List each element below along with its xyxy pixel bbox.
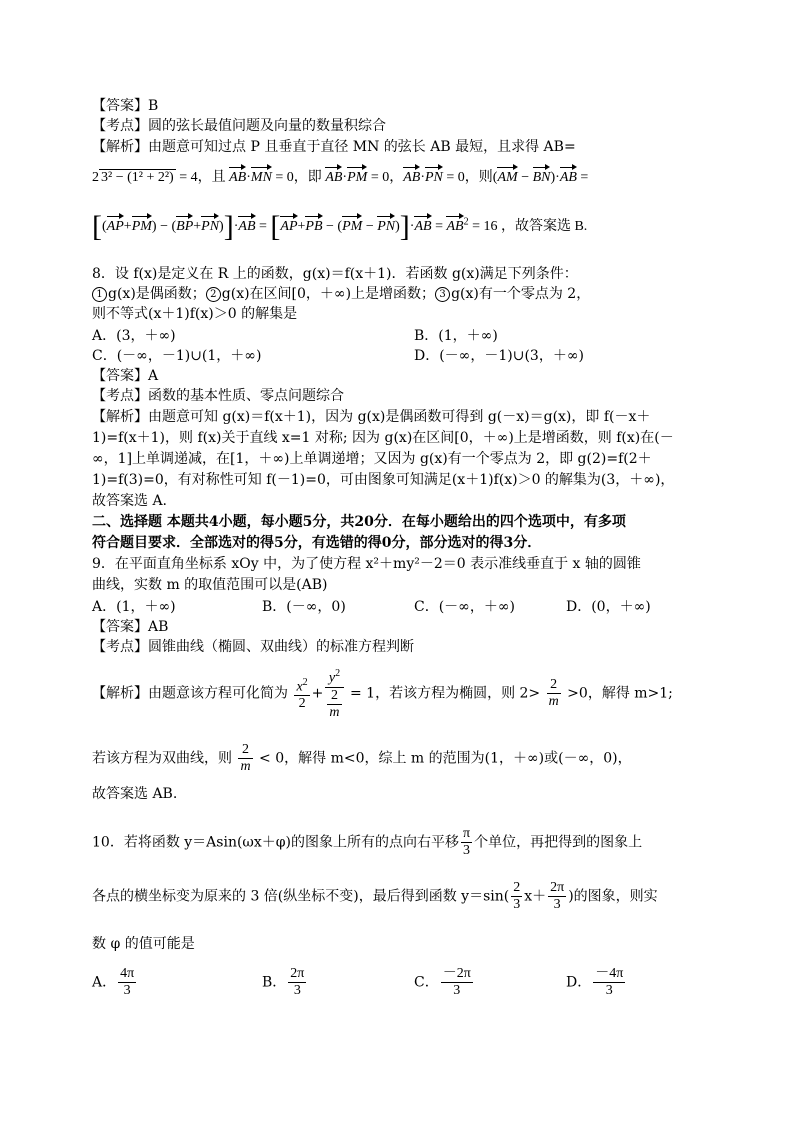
fraction-pi-over-3: $\frac{\pi}{3}$ (463, 826, 471, 858)
fraction-2pi-over-3: $\frac{2\pi}{3}$ (550, 880, 565, 912)
q9-option-d: D．(0，＋∞) (566, 599, 651, 615)
q10-option-d: D． $\frac{-4\pi}{3}$ (566, 966, 624, 998)
q8-analysis-line1: 【解析】由题意可知 g(x)＝f(x＋1)，因为 g(x)是偶函数可得到 g(－x)＝g(x)，即 f(－x＋ (92, 409, 651, 425)
q7-analysis-line2: 2 3² − (1² + 2²) = 4，且 AB·MN = 0，即 AB·PM = 0，AB·PN = 0，则(AM − BN)·AB = (92, 170, 589, 185)
q8-answer: 【答案】A (92, 368, 159, 384)
q10-stem-line3: 数 φ 的值可能是 (92, 936, 195, 952)
q10-option-c: C． $\frac{-2\pi}{3}$ (414, 966, 471, 998)
circled-2-icon: 2 (206, 287, 221, 302)
q9-stem-line1: 9．在平面直角坐标系 xOy 中，为了使方程 x²＋my²－2＝0 表示准线垂直于 x 轴的圆锥 (92, 556, 641, 572)
q10-stem-line2: 各点的横坐标变为原来的 3 倍(纵坐标不变)，最后得到函数 y＝sin( $\frac{2}{3}$ x＋ $\frac{2\pi}{3}$ )的图象，则实 (92, 880, 658, 912)
q8-stem-line3: 则不等式(x＋1)f(x)＞0 的解集是 (92, 306, 298, 322)
q8-analysis-line5: 故答案选 A. (92, 493, 168, 509)
q8-analysis-line3: ∞，1]上单调递减，在[1，＋∞)上单调递增；又因为 g(x)有一个零点为 2，即 g(2)=f(2＋ (92, 451, 652, 467)
fraction-2-over-m: $\frac{2}{m}$ (548, 676, 559, 709)
fraction-x2-over-2: $\frac{x^2}{2}$ (296, 676, 308, 712)
circled-1-icon: 1 (92, 287, 107, 302)
q9-topic: 【考点】圆锥曲线（椭圆、双曲线）的标准方程判断 (92, 639, 414, 655)
q8-option-d: D．(－∞，－1)∪(3，＋∞) (414, 348, 584, 364)
q9-option-c: C．(－∞，＋∞) (414, 599, 515, 615)
q8-stem-line1: 8．设 f(x)是定义在 R 上的函数，g(x)＝f(x＋1)．若函数 g(x)满足下列条件： (92, 266, 578, 282)
q8-topic: 【考点】函数的基本性质、零点问题综合 (92, 388, 344, 404)
section2-heading-line1: 二、选择题 本题共4小题，每小题5分，共20分．在每小题给出的四个选项中，有多项 (92, 514, 626, 530)
q8-conditions: 1 g(x)是偶函数； 2 g(x)在区间[0，＋∞)上是增函数； 3 g(x)有一个零点为 2， (92, 284, 702, 304)
q8-analysis-line2: 1)=f(x＋1)，则 f(x)关于直线 x=1 对称; 因为 g(x)在区间[0，＋∞)上是增函数，则 f(x)在(－ (92, 430, 674, 446)
q7-answer: 【答案】B (92, 98, 159, 114)
q9-option-a: A．(1，＋∞) (92, 599, 176, 615)
q8-analysis-line4: 1)=f(3)=0，有对称性可知 f(－1)=0，可由图象可知满足(x＋1)f(x)＞0 的解集为(3，＋∞)， (92, 472, 675, 488)
q9-analysis-line2: 若该方程为双曲线，则 $\frac{2}{m}$ < 0，解得 m<0，综上 m 的范围为(1，＋∞)或(－∞，0)， (92, 742, 632, 774)
q7-radical: 3² − (1² + 2²) (101, 170, 174, 185)
q10-option-b: B． $\frac{2\pi}{3}$ (262, 966, 305, 998)
q9-analysis-line1: 【解析】由题意该方程可化简为 $\frac{x^2}{2}$ + $\frac{y^2}{\frac{2}{m}}$ = 1，若该方程为椭圆，则 2> $\frac{2}{m}$ >0，解得 m>1; (92, 668, 673, 720)
fraction-y2-over-2m: $\frac{y^2}{\frac{2}{m}}$ (325, 666, 343, 721)
q8-option-b: B．(1，＋∞) (414, 328, 498, 344)
fraction-2-over-m-2: $\frac{2}{m}$ (240, 742, 251, 774)
q7-analysis-line3: $[(AP+PM) - (BP+PN)]\cdot AB = [AP+PB - (PM - PN)]\cdot AB = AB^2 = 16$ ，故答案选 B. (92, 210, 588, 243)
circled-3-icon: 3 (435, 287, 450, 302)
q8-option-a: A．(3，＋∞) (92, 328, 176, 344)
q7-topic: 【考点】圆的弦长最值问题及向量的数量积综合 (92, 118, 386, 134)
q8-option-c: C．(－∞，－1)∪(1，＋∞) (92, 348, 262, 364)
section2-heading-line2: 符合题目要求．全部选对的得5分，有选错的得0分，部分选对的得3分． (92, 535, 542, 551)
q10-stem-line1: 10．若将函数 y＝Asin(ωx＋φ)的图象上所有的点向右平移 $\frac{\pi}{3}$ 个单位，再把得到的图象上 (92, 826, 643, 858)
fraction-2-over-3: $\frac{2}{3}$ (513, 880, 521, 912)
q9-option-b: B．(－∞，0) (262, 599, 346, 615)
q10-option-a: A． $\frac{4\pi}{3}$ (92, 966, 135, 998)
q9-answer: 【答案】AB (92, 619, 169, 635)
q9-analysis-line3: 故答案选 AB. (92, 786, 178, 802)
q9-stem-line2: 曲线，实数 m 的取值范围可以是(AB) (92, 577, 328, 593)
q7-analysis-line1: 【解析】由题意可知过点 P 且垂直于直径 MN 的弦长 AB 最短，且求得 AB= (92, 139, 576, 155)
